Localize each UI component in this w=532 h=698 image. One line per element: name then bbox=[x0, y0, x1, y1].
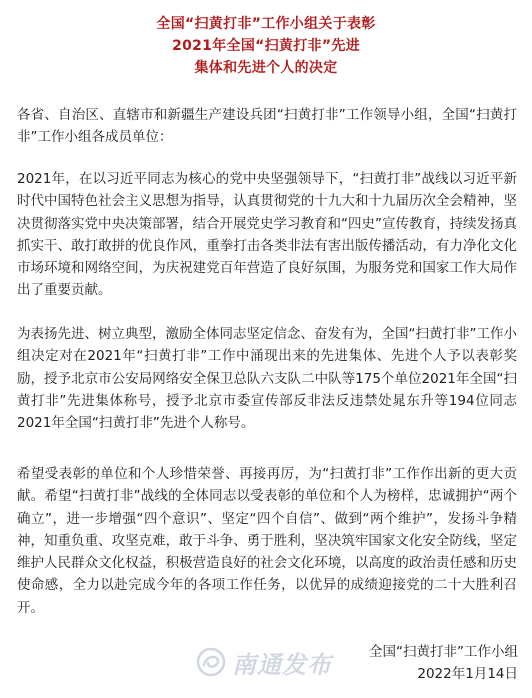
watermark bbox=[196, 644, 366, 680]
signature-org: 全国“扫黄打非”工作小组 bbox=[369, 644, 518, 660]
title-line-2: 2021年全国“扫黄打非”先进 bbox=[172, 38, 360, 54]
paragraph-2: 为表扬先进、树立典型，激励全体同志坚定信念、奋发有为，全国“扫黄打非”工作小组决定对在2021年“扫黄打非”工作中涌现出来的先进集体、先进个人予以表彰奖励，授予北京市公安局网络安全保卫总队六支队二中队等175个单位2021年全国“扫黄打非”先进集体称号，授予北京市委宣传部反非法反违禁处晁东升等194位同志2021年全国“扫黄打非”先进个人称号。 bbox=[17, 326, 517, 432]
swirl-logo-icon bbox=[196, 647, 226, 677]
signature-block bbox=[369, 641, 518, 685]
title-line-1: 全国“扫黄打非”工作小组关于表彰 bbox=[156, 16, 376, 32]
document-title bbox=[0, 13, 532, 79]
signature-date: 2022年1月14日 bbox=[417, 666, 518, 682]
title-line-3: 集体和先进个人的决定 bbox=[194, 60, 338, 76]
paragraph-3: 希望受表彰的单位和个人珍惜荣誉、再接再厉，为“扫黄打非”工作作出新的更大贡献。希望“扫黄打非”战线的全体同志以受表彰的单位和个人为榜样，忠诚拥护“两个确立”，进一步增强“四个意识”、坚定“四个自信”、做到“两个维护”，发扬斗争精神，知重负重、攻坚克难，敢于斗争、勇于胜利，坚决筑牢国家文化安全防线，坚定维护人民群众文化权益，积极营造良好的社会文化环境，以高度的政治责任感和历史使命感，全力以赴完成今年的各项工作任务，以优异的成绩迎接党的二十大胜利召开。 bbox=[17, 466, 517, 616]
paragraph-1: 2021年，在以习近平同志为核心的党中央坚强领导下，“扫黄打非”战线以习近平新时代中国特色社会主义思想为指导，认真贯彻党的十九大和十九届历次全会精神，坚决贯彻落实党中央决策部署，结合开展党史学习教育和“四史”宣传教育，持续发扬真抓实干、敢打敢拼的优良作风，重拳打击各类非法有害出版传播活动，有力净化文化市场环境和网络空间，为庆祝建党百年营造了良好氛围，为服务党和国家工作大局作出了重要贡献。 bbox=[17, 171, 517, 299]
salutation: 各省、自治区、直辖市和新疆生产建设兵团“扫黄打非”工作领导小组，全国“扫黄打非”工作小组各成员单位： bbox=[17, 107, 517, 146]
watermark-text: 南通发布 bbox=[232, 650, 332, 679]
